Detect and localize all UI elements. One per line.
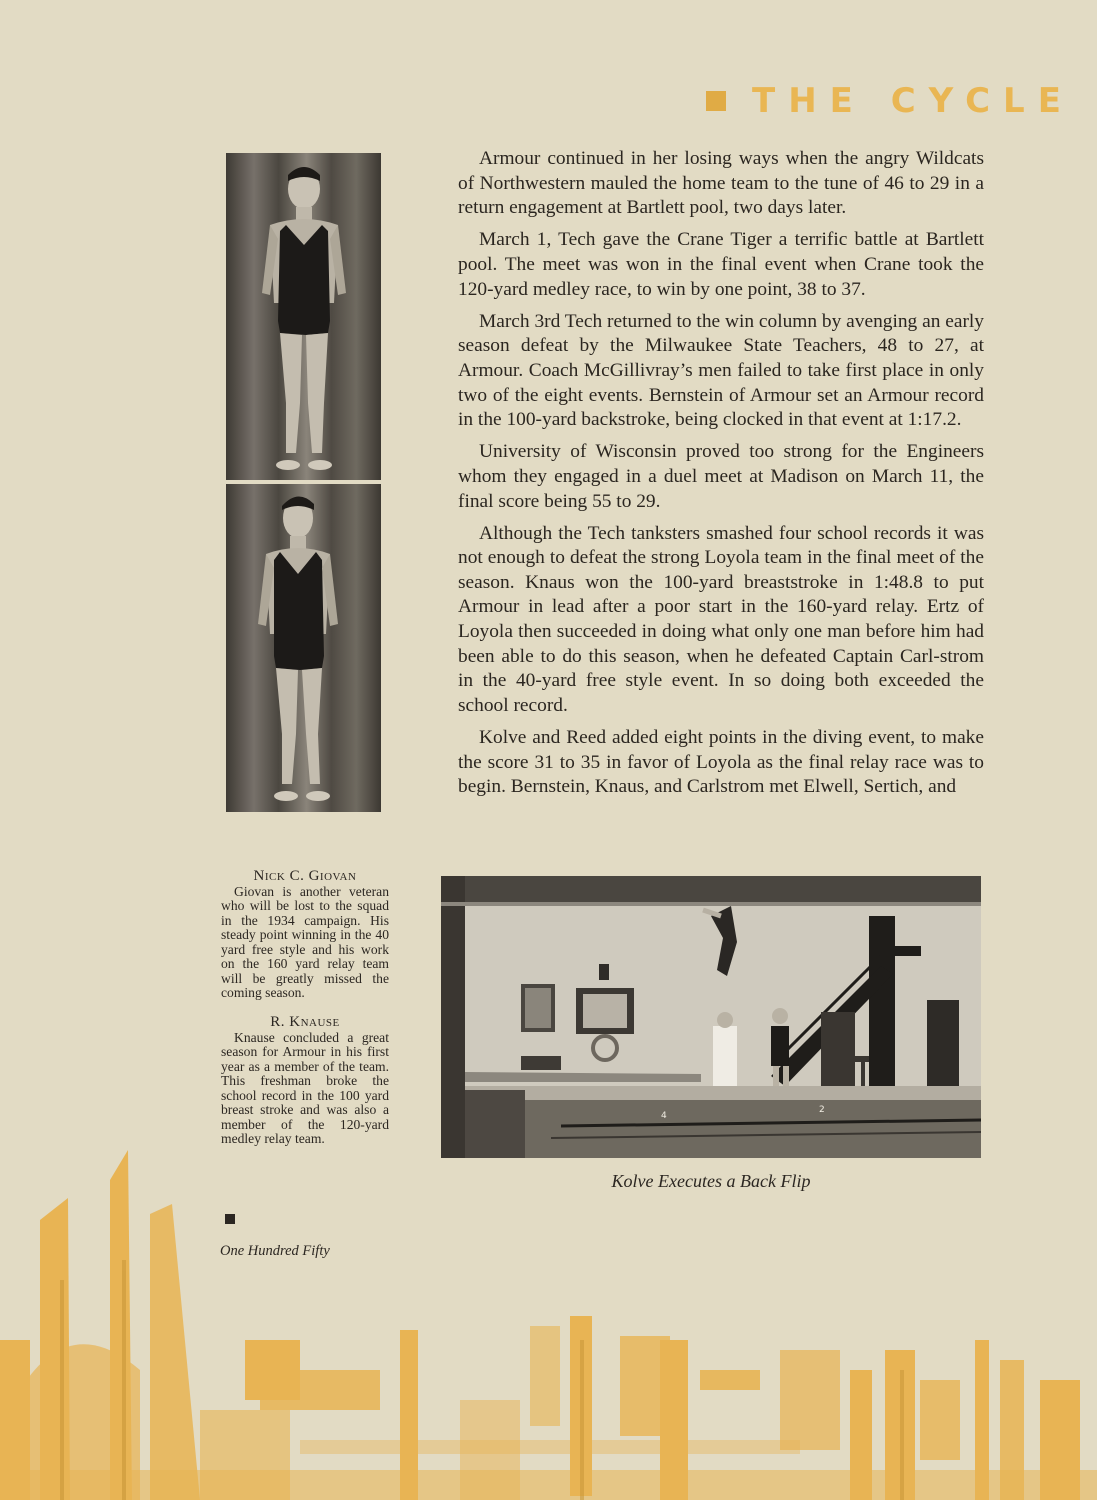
lane-number: 4 [661,1111,667,1121]
page-header [706,81,1074,121]
article-paragraph: Armour continued in her losing ways when the angry Wildcats of Northwestern mauled the home team to the tune of 46 to 29 in a return engagement at Bartlett pool, two days later. [458,148,984,219]
page-number: One Hundred Fifty [220,1243,330,1259]
lane-number: 2 [819,1105,825,1115]
portrait-photo-knause [226,484,381,812]
article-paragraph: University of Wisconsin proved too strong for the Engineers whom they engaged in a duel meet at Madison on March 11, the final score being 55 to 29. [458,441,984,512]
article-paragraph: March 1, Tech gave the Crane Tiger a terrific battle at Bartlett pool. The meet was won in the final event when Crane took the 120-yard medley race, to win by one point, 38 to 37. [458,229,984,300]
caption-giovan [221,869,389,1001]
article-paragraph: Kolve and Reed added eight points in the diving event, to make the score 31 to 35 in favor of Loyola as the final relay race was to begin. Bernstein, Knaus, and Carlstrom met Elwell, Sertich, and [458,727,984,798]
article-paragraph: March 3rd Tech returned to the win column by avenging an early season defeat by the Milwaukee State Teachers, 48 to 27, at Armour. Coach McGillivray’s men failed to take first place in only two of the eight events. Bernstein of Armour set an Armour record in the 100-yard backstroke, being clocked in that event at 1:17.2. [458,310,984,431]
caption-knause [221,1015,389,1147]
article-paragraph: Although the Tech tanksters smashed four school records it was not enough to defeat the strong Loyola team in the final meet of the season. Knaus won the 100-yard breaststroke in 1:48.8 to put Armour in lead after a poor start in the 160-yard relay. Ertz of Loyola then succeeded in doing what only one man before him had been able to do this season, when he defeated Captain Carl-strom in the 40-yard free style event. In so doing both exceeded the school record. [458,522,984,716]
pool-photo-caption: Kolve Executes a Back Flip [611,1171,811,1191]
header-square-ornament [706,91,726,111]
portrait-photo-giovan [226,153,381,480]
caption-text: Giovan is another veteran who will be lost to the squad in the 1934 campaign. His steady point winning in the 40 yard free style and his work on the 160 yard relay team will be greatly missed the coming season. [221,883,389,1000]
caption-text: Knause concluded a great season for Armour in his first year as a member of the team. This freshman broke the school record in the 100 yard breast stroke and was also a member of the 120-yard medley relay team. [221,1029,389,1146]
article-body [458,147,984,807]
caption-name: R. Knause [270,1014,340,1030]
caption-name: Nick C. Giovan [253,868,357,884]
pool-diving-photo [441,876,981,1158]
skyline-decoration [0,1140,1097,1500]
page-title: THE CYCLE [752,81,1074,121]
